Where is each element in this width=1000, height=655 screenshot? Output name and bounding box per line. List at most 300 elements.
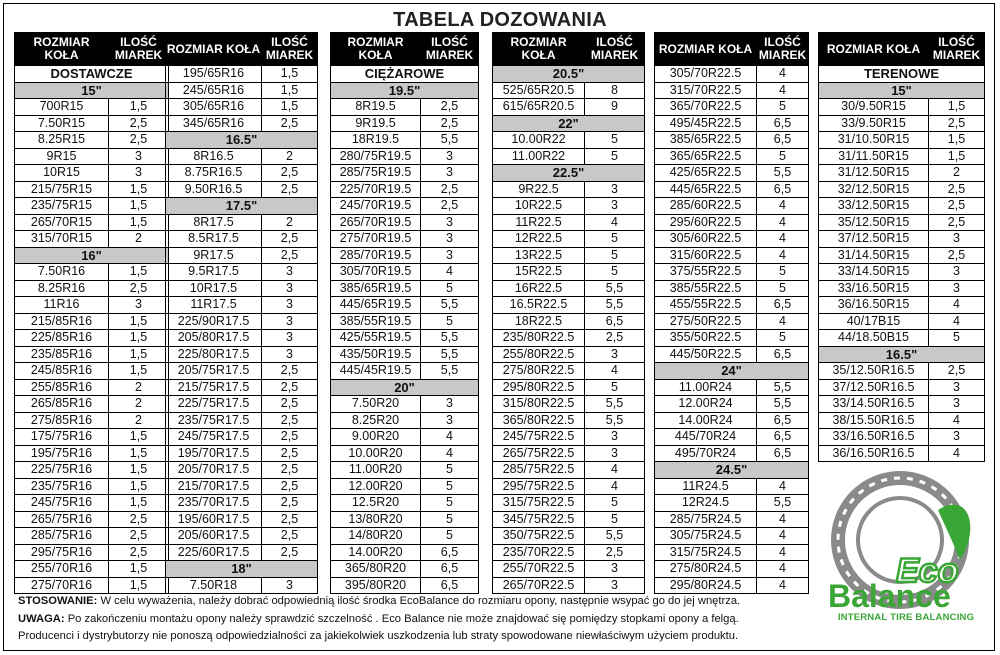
- header-qty: ILOŚĆ MIAREK: [109, 33, 169, 66]
- table-row: [819, 396, 985, 413]
- tire-size: 235/80R22.5: [493, 330, 585, 347]
- scoop-qty: 5: [585, 511, 645, 528]
- table-row: [166, 544, 318, 561]
- tire-size: 11R16: [15, 297, 109, 314]
- tire-size: 265/75R16: [15, 511, 109, 528]
- rim-size-label: 15": [819, 82, 985, 99]
- rim-size-label: 20": [331, 379, 479, 396]
- scoop-qty: 9: [585, 99, 645, 116]
- table-row: [819, 297, 985, 314]
- table-row: [331, 445, 479, 462]
- table-row: [166, 214, 318, 231]
- scoop-qty: 2: [109, 412, 169, 429]
- scoop-qty: 6,5: [757, 412, 809, 429]
- table-row: [493, 132, 645, 149]
- scoop-qty: 2,5: [929, 198, 985, 215]
- table-row: [15, 445, 169, 462]
- scoop-qty: 5: [585, 264, 645, 281]
- tire-size: 12.5R20: [331, 495, 421, 512]
- scoop-qty: 2,5: [929, 181, 985, 198]
- tire-size: 11R24.5: [655, 478, 757, 495]
- table-row: [493, 412, 645, 429]
- table-row: [331, 148, 479, 165]
- table-row: [655, 313, 809, 330]
- scoop-qty: 5,5: [757, 495, 809, 512]
- tire-size: 265/70R15: [15, 214, 109, 231]
- table-row: [331, 363, 479, 380]
- scoop-qty: 8: [585, 82, 645, 99]
- scoop-qty: 5,5: [421, 363, 479, 380]
- table-row: [331, 478, 479, 495]
- scoop-qty: 3: [421, 165, 479, 182]
- scoop-qty: 2,5: [262, 429, 318, 446]
- tire-size: 245/70R19.5: [331, 198, 421, 215]
- ecobalance-logo: [820, 470, 990, 630]
- table-header: [655, 33, 809, 66]
- table-header: [819, 33, 985, 66]
- scoop-qty: 3: [262, 297, 318, 314]
- scoop-qty: 5: [757, 99, 809, 116]
- table-row: [655, 528, 809, 545]
- table-header: [15, 33, 169, 66]
- table-row: [15, 346, 169, 363]
- scoop-qty: 2,5: [262, 462, 318, 479]
- table-row: [331, 396, 479, 413]
- table-row: [331, 198, 479, 215]
- scoop-qty: 2,5: [109, 544, 169, 561]
- table-row: [15, 462, 169, 479]
- table-row: [655, 577, 809, 594]
- header-qty: ILOŚĆ MIAREK: [929, 33, 985, 66]
- table-row: [493, 478, 645, 495]
- table-row: [655, 280, 809, 297]
- table-row: [493, 396, 645, 413]
- table-row: [655, 396, 809, 413]
- header-size: ROZMIAR KOŁA: [166, 33, 262, 66]
- scoop-qty: 6,5: [757, 132, 809, 149]
- table-row: [493, 214, 645, 231]
- scoop-qty: 2,5: [262, 495, 318, 512]
- scoop-qty: 1,5: [109, 478, 169, 495]
- table-row: [493, 181, 645, 198]
- tire-size: 275/80R24.5: [655, 561, 757, 578]
- table-row: [493, 313, 645, 330]
- scoop-qty: 4: [757, 198, 809, 215]
- table-row: [331, 165, 479, 182]
- table-row: [15, 198, 169, 215]
- tire-size: 7.50R16: [15, 264, 109, 281]
- table-row: [493, 577, 645, 594]
- table-row: [493, 330, 645, 347]
- table-row: [819, 412, 985, 429]
- tire-size: 205/60R17.5: [166, 528, 262, 545]
- table-row: [655, 264, 809, 281]
- tire-size: 9.50R16.5: [166, 181, 262, 198]
- tire-size: 255/70R16: [15, 561, 109, 578]
- table-row: [331, 561, 479, 578]
- tire-size: 295/75R22.5: [493, 478, 585, 495]
- scoop-qty: 4: [929, 412, 985, 429]
- scoop-qty: 6,5: [421, 544, 479, 561]
- scoop-qty: 5,5: [421, 297, 479, 314]
- table-row: [166, 66, 318, 83]
- table-row: [655, 478, 809, 495]
- tire-size: 36/16.50R16.5: [819, 445, 929, 462]
- scoop-qty: 4: [421, 445, 479, 462]
- category-row: [819, 66, 985, 83]
- table-row: [655, 66, 809, 83]
- tire-size: 195/60R17.5: [166, 511, 262, 528]
- table-row: [166, 165, 318, 182]
- tire-size: 265/85R16: [15, 396, 109, 413]
- table-row: [166, 231, 318, 248]
- scoop-qty: 1,5: [262, 99, 318, 116]
- scoop-qty: 3: [585, 181, 645, 198]
- table-row: [15, 544, 169, 561]
- rim-group-row: [493, 66, 645, 83]
- table-row: [819, 330, 985, 347]
- table-row: [493, 561, 645, 578]
- table-row: [15, 511, 169, 528]
- table-row: [15, 577, 169, 594]
- scoop-qty: 2,5: [262, 165, 318, 182]
- table-row: [166, 379, 318, 396]
- table-row: [819, 445, 985, 462]
- tire-size: 305/70R19.5: [331, 264, 421, 281]
- scoop-qty: 5: [585, 148, 645, 165]
- table-row: [166, 346, 318, 363]
- table-row: [166, 181, 318, 198]
- rim-size-label: 19.5": [331, 82, 479, 99]
- table-row: [819, 379, 985, 396]
- table-row: [15, 495, 169, 512]
- tire-size: 215/85R16: [15, 313, 109, 330]
- tire-size: 280/75R19.5: [331, 148, 421, 165]
- scoop-qty: 5: [585, 231, 645, 248]
- header-qty: ILOŚĆ MIAREK: [262, 33, 318, 66]
- tire-size: 13/80R20: [331, 511, 421, 528]
- tire-size: 435/50R19.5: [331, 346, 421, 363]
- tire-size: 275/85R16: [15, 412, 109, 429]
- tire-size: 31/14.50R15: [819, 247, 929, 264]
- table-row: [655, 214, 809, 231]
- table-row: [655, 198, 809, 215]
- table-row: [331, 280, 479, 297]
- scoop-qty: 2,5: [262, 363, 318, 380]
- usage-notes: [18, 593, 818, 646]
- scoop-qty: 5,5: [757, 396, 809, 413]
- tire-size: 12.00R24: [655, 396, 757, 413]
- tire-size: 44/18.50B15: [819, 330, 929, 347]
- table-row: [493, 148, 645, 165]
- tire-size: 365/65R22.5: [655, 148, 757, 165]
- note-disclaimer: Producenci i dystrybutorzy nie ponoszą odpowiedzialności za jakiekolwiek uszkodzenia lub straty spowodowane niewłaściwym użyciem produktu.: [18, 630, 739, 642]
- tire-size: 10.00R20: [331, 445, 421, 462]
- tire-size: 215/75R17.5: [166, 379, 262, 396]
- table-row: [166, 115, 318, 132]
- rim-group-row: [655, 363, 809, 380]
- logo-balance: Balance: [828, 578, 951, 614]
- scoop-qty: 5: [421, 478, 479, 495]
- table-row: [15, 429, 169, 446]
- rim-group-row: [166, 198, 318, 215]
- table-row: [166, 511, 318, 528]
- table-row: [493, 462, 645, 479]
- scoop-qty: 2: [109, 379, 169, 396]
- tire-size: 33/16.50R16.5: [819, 429, 929, 446]
- tire-size: 445/65R22.5: [655, 181, 757, 198]
- scoop-qty: 5: [757, 148, 809, 165]
- tire-size: 12R24.5: [655, 495, 757, 512]
- table-row: [819, 99, 985, 116]
- rim-size-label: 24": [655, 363, 809, 380]
- table-header: [493, 33, 645, 66]
- header-size: ROZMIAR KOŁA: [655, 33, 757, 66]
- tire-size: 31/11.50R15: [819, 148, 929, 165]
- tire-size: 11R17.5: [166, 297, 262, 314]
- tire-size: 205/80R17.5: [166, 330, 262, 347]
- scoop-qty: 3: [929, 280, 985, 297]
- scoop-qty: 3: [421, 247, 479, 264]
- rim-group-row: [493, 165, 645, 182]
- scoop-qty: 6,5: [757, 346, 809, 363]
- scoop-qty: 5: [757, 330, 809, 347]
- table-row: [15, 264, 169, 281]
- tire-size: 425/55R19.5: [331, 330, 421, 347]
- scoop-qty: 5: [421, 280, 479, 297]
- scoop-qty: 4: [757, 478, 809, 495]
- scoop-qty: 3: [262, 280, 318, 297]
- tire-size: 36/16.50R15: [819, 297, 929, 314]
- scoop-qty: 5: [757, 280, 809, 297]
- category-row: [15, 66, 169, 83]
- rim-group-row: [15, 247, 169, 264]
- table-row: [331, 412, 479, 429]
- scoop-qty: 3: [585, 346, 645, 363]
- header-size: ROZMIAR KOŁA: [15, 33, 109, 66]
- table-row: [493, 511, 645, 528]
- tire-size: 35/12.50R15: [819, 214, 929, 231]
- table-row: [331, 330, 479, 347]
- rim-size-label: 15": [15, 82, 169, 99]
- scoop-qty: 1,5: [109, 330, 169, 347]
- rim-group-row: [15, 82, 169, 99]
- scoop-qty: 3: [262, 346, 318, 363]
- scoop-qty: 4: [929, 297, 985, 314]
- scoop-qty: 3: [585, 561, 645, 578]
- tire-size: 215/75R15: [15, 181, 109, 198]
- scoop-qty: 3: [421, 148, 479, 165]
- tire-size: 385/65R19.5: [331, 280, 421, 297]
- table-row: [15, 297, 169, 314]
- scoop-qty: 2,5: [262, 379, 318, 396]
- dosing-table-5: [654, 32, 809, 594]
- scoop-qty: 5,5: [585, 396, 645, 413]
- scoop-qty: 2,5: [262, 247, 318, 264]
- table-row: [655, 132, 809, 149]
- rim-size-label: 16.5": [819, 346, 985, 363]
- table-row: [166, 528, 318, 545]
- scoop-qty: 5,5: [585, 528, 645, 545]
- tire-size: 15R22.5: [493, 264, 585, 281]
- table-row: [166, 478, 318, 495]
- table-row: [493, 528, 645, 545]
- scoop-qty: 4: [757, 66, 809, 83]
- table-row: [15, 181, 169, 198]
- scoop-qty: 4: [421, 429, 479, 446]
- scoop-qty: 2,5: [929, 363, 985, 380]
- scoop-qty: 3: [929, 231, 985, 248]
- table-header: [166, 33, 318, 66]
- tire-size: 10.00R22: [493, 132, 585, 149]
- scoop-qty: 1,5: [262, 82, 318, 99]
- table-row: [655, 181, 809, 198]
- tire-size: 255/80R22.5: [493, 346, 585, 363]
- tire-size: 275/80R22.5: [493, 363, 585, 380]
- tire-size: 365/80R22.5: [493, 412, 585, 429]
- tire-size: 8.25R16: [15, 280, 109, 297]
- tire-size: 315/70R22.5: [655, 82, 757, 99]
- scoop-qty: 2: [109, 396, 169, 413]
- tire-size: 32/12.50R15: [819, 181, 929, 198]
- tire-size: 235/75R17.5: [166, 412, 262, 429]
- tire-size: 315/80R22.5: [493, 396, 585, 413]
- scoop-qty: 4: [757, 214, 809, 231]
- table-row: [15, 132, 169, 149]
- scoop-qty: 3: [262, 330, 318, 347]
- tire-size: 255/70R22.5: [493, 561, 585, 578]
- scoop-qty: 4: [757, 231, 809, 248]
- tire-size: 345/75R22.5: [493, 511, 585, 528]
- tire-size: 285/75R19.5: [331, 165, 421, 182]
- scoop-qty: 5: [929, 330, 985, 347]
- tire-size: 18R19.5: [331, 132, 421, 149]
- table-row: [655, 82, 809, 99]
- scoop-qty: 4: [757, 511, 809, 528]
- scoop-qty: 1,5: [262, 66, 318, 83]
- scoop-qty: 1,5: [109, 346, 169, 363]
- header-size: ROZMIAR KOŁA: [819, 33, 929, 66]
- tire-size: 9.5R17.5: [166, 264, 262, 281]
- tire-size: 33/9.50R15: [819, 115, 929, 132]
- scoop-qty: 1,5: [929, 132, 985, 149]
- scoop-qty: 6,5: [757, 445, 809, 462]
- table-row: [819, 363, 985, 380]
- table-row: [493, 264, 645, 281]
- tire-size: 30/9.50R15: [819, 99, 929, 116]
- table-row: [819, 280, 985, 297]
- category-label: DOSTAWCZE: [15, 66, 169, 83]
- tire-size: 235/75R15: [15, 198, 109, 215]
- tire-size: 38/15.50R16.5: [819, 412, 929, 429]
- table-row: [15, 231, 169, 248]
- scoop-qty: 6,5: [421, 561, 479, 578]
- rim-group-row: [331, 82, 479, 99]
- tire-size: 275/70R19.5: [331, 231, 421, 248]
- tire-size: 365/70R22.5: [655, 99, 757, 116]
- rim-group-row: [166, 561, 318, 578]
- tire-size: 285/60R22.5: [655, 198, 757, 215]
- table-row: [655, 379, 809, 396]
- tire-size: 315/60R22.5: [655, 247, 757, 264]
- table-row: [15, 330, 169, 347]
- scoop-qty: 6,5: [421, 577, 479, 594]
- scoop-qty: 4: [757, 247, 809, 264]
- scoop-qty: 4: [585, 462, 645, 479]
- scoop-qty: 4: [421, 264, 479, 281]
- table-row: [166, 330, 318, 347]
- scoop-qty: 2,5: [109, 132, 169, 149]
- scoop-qty: 1,5: [109, 198, 169, 215]
- table-row: [331, 528, 479, 545]
- scoop-qty: 2: [929, 165, 985, 182]
- table-row: [331, 462, 479, 479]
- tire-size: 8.5R17.5: [166, 231, 262, 248]
- scoop-qty: 2,5: [929, 115, 985, 132]
- table-row: [331, 214, 479, 231]
- tire-size: 305/70R22.5: [655, 66, 757, 83]
- tire-size: 285/70R19.5: [331, 247, 421, 264]
- tire-size: 205/70R17.5: [166, 462, 262, 479]
- tire-size: 315/75R24.5: [655, 544, 757, 561]
- tire-size: 315/70R15: [15, 231, 109, 248]
- scoop-qty: 1,5: [109, 445, 169, 462]
- dosing-table-4: [492, 32, 645, 594]
- tire-size: 445/65R19.5: [331, 297, 421, 314]
- tire-size: 14.00R24: [655, 412, 757, 429]
- scoop-qty: 1,5: [109, 181, 169, 198]
- table-row: [819, 115, 985, 132]
- rim-group-row: [493, 115, 645, 132]
- tire-size: 8.25R20: [331, 412, 421, 429]
- tire-size: 8R19.5: [331, 99, 421, 116]
- table-row: [15, 165, 169, 182]
- table-row: [331, 544, 479, 561]
- table-row: [15, 280, 169, 297]
- table-row: [493, 280, 645, 297]
- tire-size: 385/65R22.5: [655, 132, 757, 149]
- table-row: [493, 99, 645, 116]
- scoop-qty: 2,5: [262, 115, 318, 132]
- table-row: [166, 577, 318, 594]
- tire-size: 8R17.5: [166, 214, 262, 231]
- table-row: [331, 297, 479, 314]
- scoop-qty: 2: [262, 214, 318, 231]
- table-row: [15, 478, 169, 495]
- scoop-qty: 3: [109, 165, 169, 182]
- table-row: [331, 511, 479, 528]
- tire-size: 275/70R16: [15, 577, 109, 594]
- tire-size: 8R16.5: [166, 148, 262, 165]
- tire-size: 33/14.50R16.5: [819, 396, 929, 413]
- tire-size: 9.00R20: [331, 429, 421, 446]
- scoop-qty: 6,5: [585, 313, 645, 330]
- tire-size: 12R22.5: [493, 231, 585, 248]
- header-qty: ILOŚĆ MIAREK: [421, 33, 479, 66]
- scoop-qty: 3: [929, 264, 985, 281]
- rim-size-label: 20.5": [493, 66, 645, 83]
- table-row: [331, 346, 479, 363]
- tire-size: 275/50R22.5: [655, 313, 757, 330]
- tire-size: 37/12.50R15: [819, 231, 929, 248]
- scoop-qty: 3: [262, 264, 318, 281]
- scoop-qty: 5,5: [421, 330, 479, 347]
- note-uwaga: UWAGA: Po zakończeniu montażu opony należy sprawdzić szczelność . Eco Balance nie może znajdować się pomiędzy stopkami opony a felgą.: [18, 612, 739, 625]
- table-row: [331, 181, 479, 198]
- scoop-qty: 1,5: [109, 214, 169, 231]
- table-row: [819, 198, 985, 215]
- scoop-qty: 5: [585, 495, 645, 512]
